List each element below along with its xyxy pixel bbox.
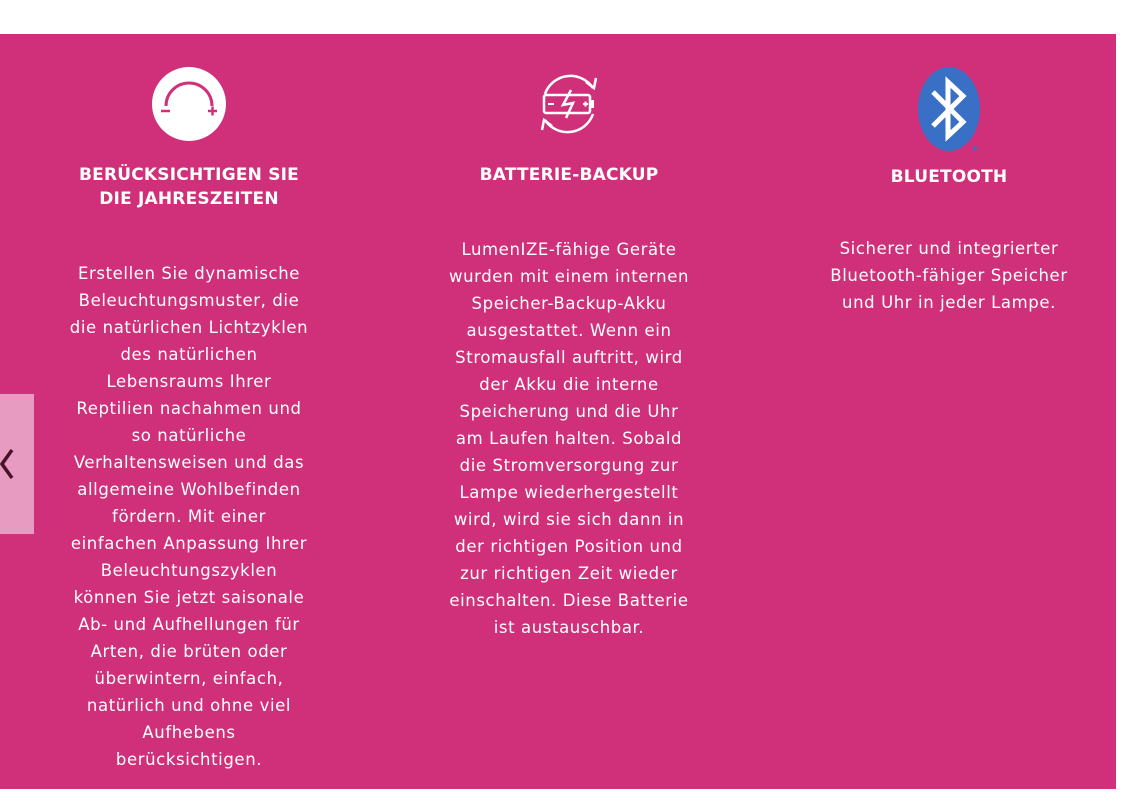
battery-recharge-icon xyxy=(444,66,694,142)
carousel-prev-button[interactable] xyxy=(0,394,34,534)
bluetooth-icon xyxy=(824,66,1074,152)
feature-description: Sicherer und integrierter Bluetooth-fähiger Speicher und Uhr in jeder Lampe. xyxy=(830,239,1068,312)
chevron-left-icon xyxy=(0,446,18,482)
feature-heading: BLUETOOTH xyxy=(890,167,1008,187)
dial-minus-plus-icon xyxy=(64,66,314,142)
features-band xyxy=(0,34,1116,789)
feature-heading: BATTERIE-BACKUP xyxy=(479,165,659,185)
feature-description: Erstellen Sie dynamische Beleuchtungsmuster, die die natürlichen Lichtzyklen des natürlichen Lebensraums Ihrer Reptilien nachahmen und so natürliche Verhaltensweisen und das allgemeine Wohlbefinden fördern. Mit einer einfachen Anpassung Ihrer Beleuchtungszyklen können Sie jetzt saisonale Ab- und Aufhellungen für Arten, die brüten oder überwintern, einfach, natürlich und ohne viel Aufhebens berücksichtigen. xyxy=(69,264,309,769)
feature-description: LumenIZE-fähige Geräte wurden mit einem internen Speicher-Backup-Akku ausgestattet. Wenn ein Stromausfall auftritt, wird der Akku die interne Speicherung und die Uhr am Laufen halten. Sobald die Stromversorgung zur Lampe wiederhergestellt wird, wird sie sich dann in der richtigen Position und zur richtigen Zeit wieder einschalten. Diese Batterie ist austauschbar. xyxy=(448,240,690,637)
feature-heading: BERÜCKSICHTIGEN SIE DIE JAHRESZEITEN xyxy=(78,165,299,209)
